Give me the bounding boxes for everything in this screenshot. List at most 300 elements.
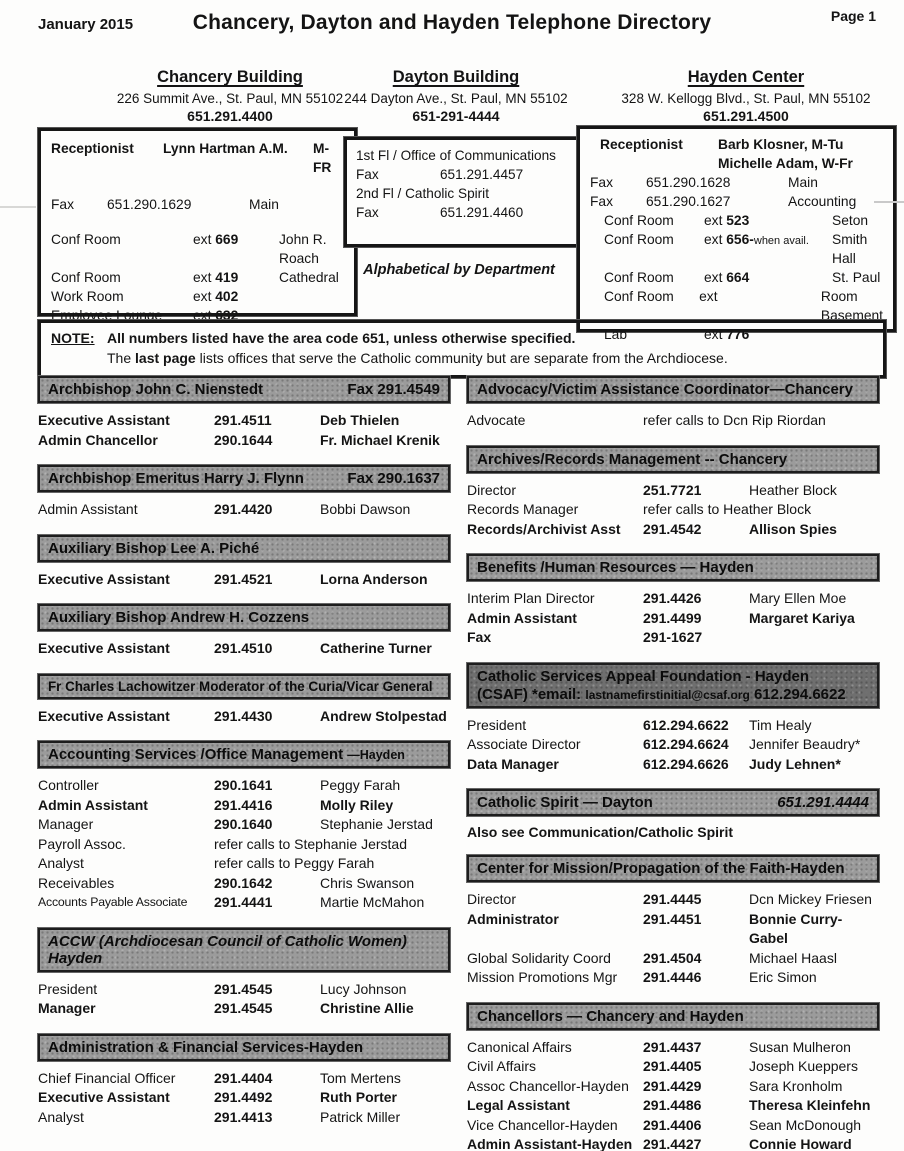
directory-row (467, 628, 879, 648)
directory-section (467, 554, 879, 648)
fax-note: Main (249, 197, 279, 212)
note-label: NOTE: (51, 330, 95, 346)
section-rows (38, 500, 450, 520)
directory-row (467, 589, 879, 609)
row-person: Peggy Farah (320, 777, 401, 793)
section-header-bar (38, 604, 450, 631)
row-phone: 612.294.6622 (643, 716, 729, 733)
page-number: Page 1 (830, 8, 876, 24)
directory-row (467, 1038, 879, 1058)
row-person (749, 628, 879, 648)
building-name: Dayton Building (392, 68, 520, 86)
building-dayton (298, 68, 614, 124)
directory-row (38, 1108, 450, 1128)
ext-prefix: ext (193, 308, 216, 323)
section-rows (467, 890, 879, 988)
fax-note: Main (788, 175, 818, 190)
note-text-1: All numbers listed have the area code 651, unless otherwise specified. (107, 330, 576, 346)
row-refer-note: refer calls to Peggy Farah (214, 855, 375, 871)
note-line-1 (51, 328, 873, 348)
section-header-bar (467, 789, 879, 816)
dayton-line (356, 203, 580, 222)
directory-column-right (467, 376, 879, 1151)
row-person: Fr. Michael Krenik (320, 431, 440, 448)
room-ext (193, 287, 279, 306)
directory-row (467, 890, 879, 910)
ext-number: 419 (215, 270, 239, 285)
row-phone: 291.4445 (643, 891, 702, 907)
section-header-bar (38, 741, 450, 768)
section-rows (38, 570, 450, 590)
room-label: Work Room (51, 289, 124, 304)
directory-section (38, 535, 450, 590)
row-person: Martie McMahon (320, 894, 425, 910)
directory-row (467, 1096, 879, 1116)
ext-prefix: ext (193, 232, 216, 247)
ext-number: 776 (726, 327, 750, 342)
directory-row (38, 1088, 450, 1108)
section-title (48, 1039, 363, 1056)
row-refer-note: refer calls to Stephanie Jerstad (214, 835, 407, 852)
building-address: 244 Dayton Ave., St. Paul, MN 55102 (344, 91, 568, 106)
row-phone: 291.4426 (643, 590, 702, 606)
page-title: Chancery, Dayton and Hayden Telephone Directory (192, 11, 712, 34)
directory-row (38, 796, 450, 816)
room-label: Conf Room (604, 289, 674, 304)
directory-row (38, 835, 450, 855)
room-note: Seton (832, 213, 869, 228)
row-phone: 291.4437 (643, 1038, 702, 1055)
row-phone: 291.4451 (643, 910, 702, 927)
directory-section (467, 376, 879, 431)
row-person: Tom Mertens (320, 1069, 401, 1086)
row-title: Chief Financial Officer (38, 1069, 176, 1086)
ext-availability-note: when avail. (753, 235, 809, 247)
row-phone: 291.4405 (643, 1058, 702, 1074)
ext-prefix: ext (704, 270, 727, 285)
row-title: Payroll Assoc. (38, 835, 126, 852)
row-title: Admin Assistant (38, 796, 148, 813)
room-label: Conf Room (51, 232, 121, 247)
directory-row (467, 949, 879, 969)
directory-row (38, 500, 450, 520)
section-phone: 612.294.6622 (749, 685, 846, 703)
section-rows (38, 639, 450, 659)
section-header-bar (38, 535, 450, 562)
section-rows (38, 776, 450, 913)
row-person: Stephanie Jerstad (320, 816, 433, 832)
section-rows (38, 980, 450, 1019)
section-title (477, 559, 754, 576)
scan-artifact (0, 206, 36, 208)
row-title: Manager (38, 1000, 96, 1016)
row-title: Executive Assistant (38, 1089, 170, 1105)
line-label: Fax (356, 167, 379, 182)
row-person: Chris Swanson (320, 874, 415, 891)
row-phone: 291.4446 (643, 969, 702, 985)
hayden-room-row (590, 268, 883, 287)
section-title (48, 540, 259, 557)
row-title: Receivables (38, 874, 115, 891)
row-title: Analyst (38, 855, 84, 871)
hayden-fax-row (590, 192, 883, 211)
ext-number: 402 (215, 289, 239, 304)
room-row (51, 230, 344, 268)
room-ext (193, 268, 279, 287)
hayden-fax-row (590, 173, 883, 192)
row-title: Associate Director (467, 736, 581, 752)
ext-number: 669 (215, 232, 239, 247)
section-rows (467, 589, 879, 648)
row-phone: 290.1641 (214, 777, 273, 793)
building-name: Hayden Center (687, 68, 805, 86)
note-line-2 (51, 348, 873, 368)
row-title: President (467, 716, 527, 733)
row-person: Andrew Stolpestad (320, 707, 447, 724)
section-header-bar (38, 376, 450, 403)
row-person: Bonnie Curry-Gabel (749, 910, 843, 946)
row-phone: 291.4406 (643, 1116, 702, 1133)
section-title-text: Auxiliary Bishop Andrew H. Cozzens (48, 609, 310, 626)
row-phone: 612.294.6624 (643, 736, 729, 752)
dayton-line (356, 165, 580, 184)
spacer (51, 214, 344, 230)
section-title-text: Catholic Spirit — Dayton (477, 794, 653, 811)
room-ext (704, 211, 832, 230)
directory-row (38, 707, 450, 727)
row-title: Executive Assistant (38, 412, 170, 428)
dayton-lines-list (356, 146, 580, 222)
row-phone: 291.4542 (643, 520, 702, 537)
row-phone: 612.294.6626 (643, 755, 729, 772)
row-title: Executive Assistant (38, 570, 170, 587)
row-title: Analyst (38, 1108, 84, 1125)
ext-prefix: ext (193, 270, 216, 285)
row-person: Tim Healy (749, 716, 812, 733)
room-note: John R. Roach (279, 232, 327, 266)
ext-prefix: ext (704, 327, 727, 342)
hayden-fax-list (590, 173, 883, 211)
directory-row (38, 893, 450, 913)
row-title: Admin Chancellor (38, 431, 158, 448)
fax-label: Fax (590, 194, 613, 209)
section-header-bar (38, 465, 450, 492)
ext-number: 664 (726, 270, 750, 285)
directory-row (467, 481, 879, 501)
section-rows (38, 1069, 450, 1128)
room-note: Cathedral (279, 270, 339, 285)
row-phone: 291.4492 (214, 1089, 273, 1105)
row-phone: 291.4413 (214, 1108, 273, 1125)
hayden-room-row (590, 211, 883, 230)
section-title-text: Archives/Records Management -- Chancery (477, 450, 788, 468)
directory-row (38, 999, 450, 1019)
room-note: St. Paul (832, 270, 881, 285)
row-person: Mary Ellen Moe (749, 590, 847, 606)
row-title: Civil Affairs (467, 1058, 536, 1074)
row-title: Manager (38, 816, 94, 832)
row-person: Patrick Miller (320, 1108, 401, 1125)
line-label: 1st Fl / Office of Communications (356, 148, 556, 163)
row-title: Admin Assistant (467, 609, 577, 626)
row-person: Judy Lehnen* (749, 755, 841, 772)
note-text-2a: The (107, 350, 136, 366)
dayton-line (356, 184, 580, 203)
room-note: Smith Hall (832, 232, 868, 266)
section-title-text: Catholic Services Appeal Foundation - Hayden (477, 667, 810, 685)
room-note (279, 287, 344, 306)
room-label: Conf Room (51, 270, 121, 285)
row-title: Admin Assistant (38, 501, 138, 517)
row-person: Connie Howard (749, 1136, 852, 1151)
row-title: Accounts Payable Associate (38, 895, 188, 909)
section-title-text: Accounting Services /Office Management (48, 746, 348, 763)
section-rows (467, 1038, 879, 1151)
directory-row (38, 431, 450, 451)
row-person: Susan Mulheron (749, 1038, 851, 1055)
section-title (477, 794, 653, 811)
fax-number: 651.290.1628 (646, 175, 731, 190)
alphabetical-caption: Alphabetical by Department (363, 262, 555, 278)
directory-row (38, 1069, 450, 1089)
ext-number: 656- (726, 232, 754, 247)
row-person: Joseph Kueppers (749, 1058, 858, 1074)
row-person: Molly Riley (320, 796, 394, 813)
dayton-info-box (344, 137, 592, 247)
directory-row (467, 1116, 879, 1136)
directory-row (38, 570, 450, 590)
directory-section (38, 1034, 450, 1128)
row-phone: 290.1640 (214, 816, 273, 832)
section-title (477, 860, 845, 877)
directory-row (467, 609, 879, 629)
section-title (48, 933, 440, 967)
ext-prefix: ext (704, 232, 727, 247)
ext-prefix: ext (704, 213, 727, 228)
row-title: Interim Plan Director (467, 590, 595, 606)
room-label: Conf Room (604, 213, 674, 228)
section-rows (467, 411, 879, 431)
row-phone: 291.4521 (214, 570, 273, 587)
row-phone: 251.7721 (643, 481, 702, 498)
section-title (477, 451, 787, 468)
row-phone: 291.4511 (214, 412, 272, 428)
row-title: Executive Assistant (38, 640, 170, 656)
row-person: Lorna Anderson (320, 570, 428, 587)
room-row (51, 287, 344, 306)
ext-number: 523 (726, 213, 750, 228)
room-note: Room Basement (820, 289, 883, 323)
scan-artifact (874, 201, 904, 203)
directory-row (467, 520, 879, 540)
row-person: Sara Kronholm (749, 1077, 843, 1094)
building-phone: 651-291-4444 (412, 108, 500, 124)
directory-row (467, 411, 879, 431)
row-title: Records Manager (467, 501, 579, 517)
section-header-bar (467, 376, 879, 403)
directory-row (467, 968, 879, 988)
line-label: 2nd Fl / Catholic Spirit (356, 186, 489, 201)
row-phone: 291.4441 (214, 894, 273, 910)
ext-number: 632 (215, 308, 239, 323)
row-phone: 291.4427 (643, 1136, 702, 1151)
section-header-bar (467, 855, 879, 882)
row-title: Global Solidarity Coord (467, 949, 611, 966)
row-person: Lucy Johnson (320, 980, 407, 997)
row-refer-note: refer calls to Dcn Rip Riordan (643, 412, 826, 428)
room-label: Employee Lounge (51, 308, 163, 323)
row-person: Margaret Kariya (749, 609, 855, 626)
receptionist-label: Receptionist (600, 137, 683, 152)
line-value: 651.291.4457 (440, 167, 524, 182)
row-person: Dcn Mickey Friesen (749, 891, 872, 907)
note-text-2b: last page (135, 350, 196, 366)
directory-section (467, 789, 879, 840)
fax-label: Fax (590, 175, 613, 190)
directory-section (467, 663, 879, 775)
room-label: Conf Room (604, 270, 674, 285)
row-title: Director (467, 891, 517, 907)
row-person: Michael Haasl (749, 949, 837, 966)
directory-section (38, 465, 450, 520)
directory-row (467, 1077, 879, 1097)
ext-prefix: ext (699, 289, 718, 304)
line-value: 651.291.4460 (440, 205, 524, 220)
row-title: Data Manager (467, 755, 559, 772)
row-person: Jennifer Beaudry* (749, 736, 861, 752)
row-title: Controller (38, 777, 99, 793)
section-footer: Also see Communication/Catholic Spirit (467, 824, 734, 840)
building-hayden (588, 68, 904, 124)
row-phone: 290.1642 (214, 874, 273, 891)
building-address: 226 Summit Ave., St. Paul, MN 55102 (116, 91, 344, 106)
row-title: Advocate (467, 412, 526, 428)
section-title-text: Administration & Financial Services-Hayden (48, 1038, 364, 1056)
fax-number: 651.290.1629 (107, 197, 192, 212)
row-title: Mission Promotions Mgr (467, 969, 618, 985)
row-phone: 291.4510 (214, 640, 273, 656)
chancery-rooms-list (51, 230, 344, 325)
row-person: Catherine Turner (320, 640, 432, 656)
directory-row (467, 735, 879, 755)
directory-row (467, 500, 879, 520)
directory-row (467, 1057, 879, 1077)
note-box (38, 320, 886, 378)
directory-column-left (38, 376, 450, 1142)
email-address: lastnamefirstinitial@csaf.org (585, 687, 750, 702)
directory-section (467, 855, 879, 988)
section-title (48, 609, 309, 626)
row-phone: 291.4416 (214, 796, 273, 813)
row-person: Eric Simon (749, 969, 817, 985)
row-phone: 291.4499 (643, 609, 702, 626)
building-address: 328 W. Kellogg Blvd., St. Paul, MN 55102 (621, 91, 871, 106)
header-date: January 2015 (38, 16, 134, 33)
row-title: Administrator (467, 910, 559, 927)
section-rows (467, 481, 879, 540)
section-title (477, 668, 869, 685)
row-phone: 291.4504 (643, 949, 702, 966)
section-header-bar (38, 928, 450, 972)
section-title-text: Archbishop John C. Nienstedt (48, 381, 264, 398)
row-phone: 291.4429 (643, 1077, 702, 1094)
section-title (48, 679, 432, 694)
building-name: Chancery Building (157, 68, 303, 86)
section-title (48, 470, 304, 487)
section-title (477, 1008, 744, 1025)
section-header-bar (467, 1003, 879, 1030)
hayden-receptionist (590, 135, 883, 154)
fax-number: 651.290.1627 (646, 194, 731, 209)
row-person: Sean McDonough (749, 1116, 862, 1133)
directory-section (38, 741, 450, 913)
row-phone: 291.4545 (214, 1000, 273, 1016)
row-phone: 291-1627 (643, 629, 703, 645)
row-title: Executive Assistant (38, 707, 170, 724)
row-phone: 291.4430 (214, 707, 273, 724)
row-title: Director (467, 481, 517, 498)
row-title: President (38, 980, 98, 997)
directory-section (38, 928, 450, 1019)
row-title: Fax (467, 629, 492, 645)
directory-section (467, 1003, 879, 1151)
row-phone: 291.4486 (643, 1097, 702, 1113)
directory-row (38, 854, 450, 874)
dayton-line (356, 146, 580, 165)
directory-section (467, 446, 879, 540)
section-rows (38, 411, 450, 450)
room-label: Lab (604, 327, 628, 342)
section-title-text: Archbishop Emeritus Harry J. Flynn (48, 470, 304, 487)
hayden-info-box (577, 126, 896, 342)
section-title (477, 381, 853, 398)
ext-prefix: ext (193, 289, 216, 304)
section-header-bar (38, 1034, 450, 1061)
hayden-room-row (590, 230, 883, 268)
section-title-text: Fr Charles Lachowitzer Moderator of the Curia/Vicar General (48, 678, 433, 694)
row-refer-note: refer calls to Heather Block (643, 501, 812, 517)
directory-row (38, 639, 450, 659)
receptionist-name-1: Barb Klosner, M-Tu (718, 137, 844, 152)
row-title: Records/Archivist Asst (467, 520, 621, 537)
receptionist-name: Lynn Hartman A.M. (163, 141, 288, 156)
section-header-bar (38, 674, 450, 699)
directory-row (38, 980, 450, 1000)
spacer (51, 179, 344, 195)
row-phone: 291.4545 (214, 980, 273, 997)
directory-row (38, 815, 450, 835)
section-header-right: 651.291.4444 (777, 794, 869, 811)
section-header-bar (467, 446, 879, 473)
directory-section (38, 604, 450, 659)
section-title-text: Advocacy/Victim Assistance Coordinator—Chancery (477, 381, 853, 398)
row-person: Bobbi Dawson (320, 501, 411, 517)
row-title: Assoc Chancellor-Hayden (467, 1077, 629, 1094)
row-title: Vice Chancellor-Hayden (467, 1116, 618, 1133)
building-phone: 651.291.4500 (703, 108, 789, 124)
row-person: Heather Block (749, 481, 837, 498)
section-title-suffix: —Hayden (347, 748, 405, 762)
building-phone: 651.291.4400 (187, 108, 273, 124)
section-title-text: Center for Mission/Propagation of the Faith-Hayden (477, 860, 845, 877)
row-phone: 290.1644 (214, 431, 273, 448)
section-title-text: Auxiliary Bishop Lee A. Piché (48, 539, 260, 557)
section-title-text: Benefits /Human Resources — Hayden (477, 559, 754, 576)
section-title-line2 (477, 686, 869, 703)
fax-note: Accounting (788, 194, 857, 209)
fax-label: Fax (51, 197, 74, 212)
row-person: Christine Allie (320, 1000, 414, 1016)
